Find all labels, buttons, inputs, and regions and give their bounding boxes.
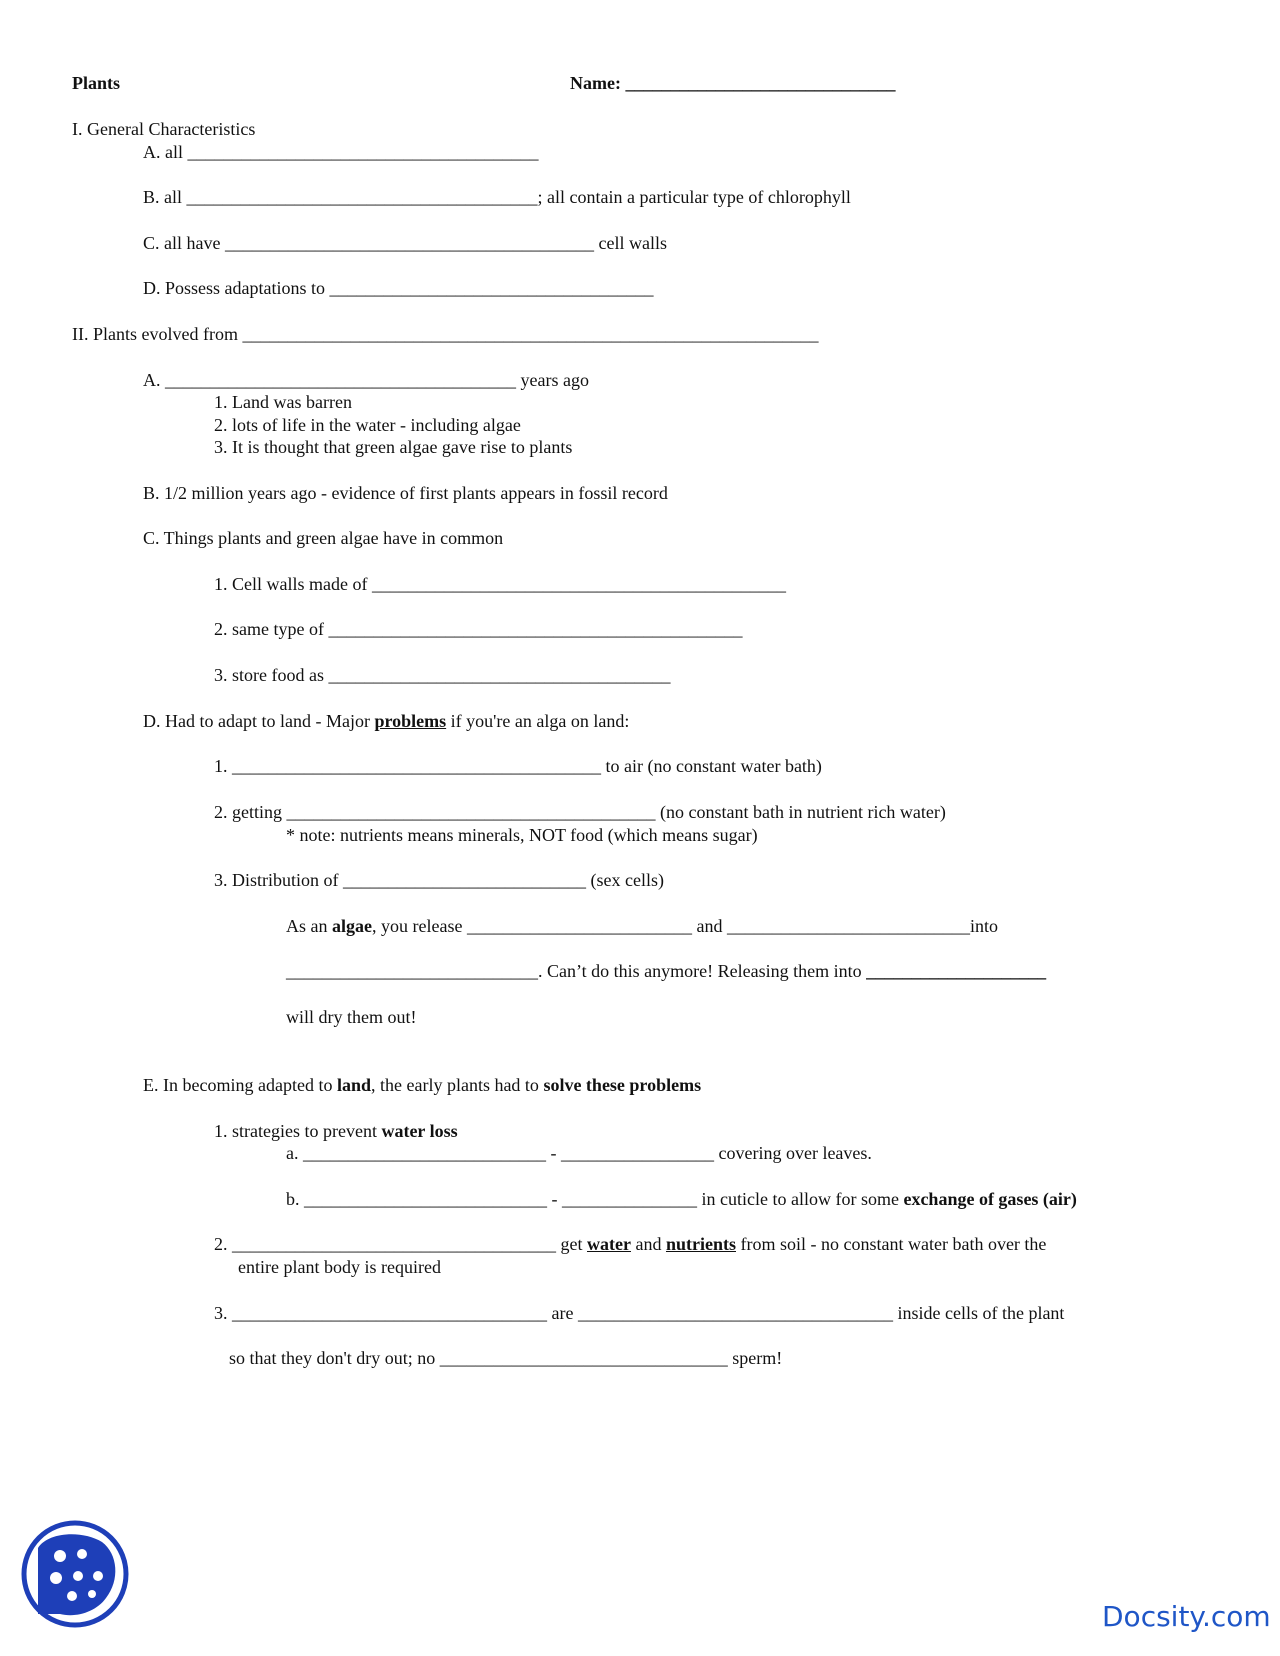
algae-paragraph-line-1	[286, 915, 998, 937]
algae-emphasis: algae	[332, 916, 372, 936]
docsity-watermark: Docsity.com	[1102, 1600, 1271, 1633]
item-2d-emphasis: problems	[374, 711, 447, 731]
item-2e-1b-text: b. ___________________________ - _______________ in cuticle to allow for some	[286, 1189, 904, 1209]
item-2d-text: D. Had to adapt to land - Major	[143, 711, 375, 731]
item-2d-2: 2. getting _________________________________________ (no constant bath in nutrient rich water)	[214, 802, 946, 822]
algae-line-2-blank: ____________________	[866, 961, 1047, 981]
item-2c: C. Things plants and green algae have in common	[143, 528, 504, 548]
item-2d-1: 1. _________________________________________ to air (no constant water bath)	[214, 756, 822, 776]
item-2e-3-continued: so that they don't dry out; no ________________________________ sperm!	[229, 1348, 783, 1368]
item-2d-3: 3. Distribution of ___________________________ (sex cells)	[214, 870, 664, 890]
item-2e-1b	[286, 1188, 1077, 1210]
section-1-heading: I. General Characteristics	[72, 119, 256, 139]
item-2e-1-emphasis: water loss	[381, 1121, 458, 1141]
item-2c-3: 3. store food as ______________________________________	[214, 665, 671, 685]
item-2c-2: 2. same type of ______________________________________________	[214, 619, 743, 639]
name-blank: ______________________________	[625, 73, 896, 93]
item-2e	[143, 1074, 701, 1096]
item-2e-2	[214, 1233, 1046, 1255]
item-1a: A. all _______________________________________	[143, 142, 539, 162]
item-2e-text: E. In becoming adapted to	[143, 1075, 337, 1095]
item-2d	[143, 710, 629, 732]
item-2e-2-text: 2. ____________________________________ get	[214, 1234, 587, 1254]
item-2e-1	[214, 1120, 458, 1142]
item-2e-1b-emphasis: exchange of gases (air)	[903, 1189, 1077, 1209]
item-2e-2-emphasis-water: water	[587, 1234, 631, 1254]
item-2e-3: 3. ___________________________________ are ___________________________________ inside cells of the plant	[214, 1303, 1065, 1323]
name-field	[570, 72, 895, 94]
item-2d-text-end: if you're an alga on land:	[446, 711, 630, 731]
algae-paragraph-line-3: will dry them out!	[286, 1007, 417, 1027]
algae-paragraph-line-2	[286, 960, 1046, 982]
item-2a-3: 3. It is thought that green algae gave rise to plants	[214, 437, 573, 457]
item-2e-text-mid: , the early plants had to	[370, 1075, 544, 1095]
item-2e-2-continued: entire plant body is required	[238, 1257, 441, 1277]
algae-text: As an	[286, 916, 332, 936]
algae-line-2-text: ____________________________. Can’t do this anymore! Releasing them into	[286, 961, 867, 981]
item-2a: A. _______________________________________ years ago	[143, 370, 589, 390]
name-label: Name:	[570, 73, 621, 93]
docsity-logo-icon	[20, 1518, 130, 1630]
item-1d: D. Possess adaptations to ____________________________________	[143, 278, 654, 298]
item-2e-2-text-end: from soil - no constant water bath over the	[736, 1234, 1047, 1254]
item-2c-1: 1. Cell walls made of ______________________________________________	[214, 574, 786, 594]
item-2e-emphasis-land: land	[336, 1075, 371, 1095]
item-2e-1-text: 1. strategies to prevent	[214, 1121, 382, 1141]
item-2a-2: 2. lots of life in the water - including algae	[214, 415, 521, 435]
item-2e-emphasis-problems: solve these problems	[543, 1075, 702, 1095]
item-2e-2-text-mid: and	[630, 1234, 666, 1254]
item-2e-1a: a. ___________________________ - _________________ covering over leaves.	[286, 1143, 872, 1163]
item-2a-1: 1. Land was barren	[214, 392, 352, 412]
section-2-heading: II. Plants evolved from ________________________________________________________________	[72, 324, 819, 344]
item-2d-2-note: * note: nutrients means minerals, NOT food (which means sugar)	[286, 825, 758, 845]
item-2e-2-emphasis-nutrients: nutrients	[665, 1234, 736, 1254]
page-title: Plants	[72, 73, 121, 93]
item-2b: B. 1/2 million years ago - evidence of first plants appears in fossil record	[143, 483, 668, 503]
item-1b: B. all _______________________________________; all contain a particular type of chlorophyll	[143, 187, 851, 207]
item-1c: C. all have _________________________________________ cell walls	[143, 233, 667, 253]
algae-text-end: , you release _________________________ and ___________________________into	[372, 916, 998, 936]
